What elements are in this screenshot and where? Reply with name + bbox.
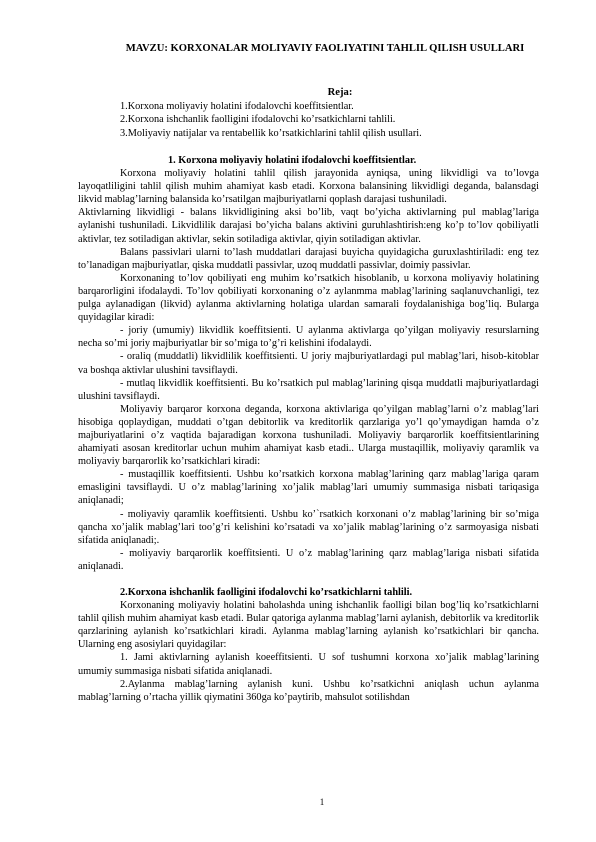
paragraph: Korxonaning moliyaviy holatini baholashda uning ishchanlik faolligi bilan bog’liq ko’rsatkichlarni tahlil qilish muhim ahamiyat kasb etadi. Bular qatoriga aylanma mablag’larni aylanish, debitorlik va kreditorlik qarzlarining aylanish ko’rsatkichlari kiradi. Aylanma mablag’larning aylanish ko’rsatkichlari bir qancha. Ularning eng asosiylari quyidagilar:	[78, 600, 539, 651]
list-item: - moliyaviy qaramlik koeffitsienti. Ushbu ko’`rsatkich korxonani o’z mablag’larining bir so’miga qancha xo’jalik mablag’lari too’g’ri kelishini ko’rsatadi va xo’jalik mablag’larining o’z sarmoyasiga nisbati sifatida aniqlanadi;.	[78, 508, 539, 546]
list-item: - mustaqillik koeffitsienti. Ushbu ko’rsatkich korxona mablag’larining qarz mablag’lariga qaram emasligini tavsiflaydi. U o’z mablag’larining xo’jalik mablag’lari umumiy summasiga nisbati tariqasiga aniqlanadi;	[78, 469, 539, 507]
paragraph: Korxonaning to’lov qobiliyati eng muhim ko’rsatkich hisoblanib, u korxona moliyaviy holatining barqarorligini ifodalaydi. To’lov qobiliyati korxonaning o’z aylanmma mablag’larining saqlanuvchanligi, tez pulga aylanadigan (likvid) aylanma aktivlarning holatiga ulardan samarali foydalanishiga bog’liq. Bularga quyidagilar kiradi:	[78, 272, 539, 324]
plan-heading: Reja:	[327, 87, 353, 98]
plan-list	[120, 100, 540, 140]
list-item: - moliyaviy barqarorlik koeffitsienti. U o’z mablag’larining qarz mablag’lariga nisbati sifatida aniqlanadi.	[78, 547, 539, 572]
section-heading: 2.Korxona ishchanlik faolligini ifodalovchi ko’rsatkichlarni tahlili.	[120, 587, 413, 598]
list-item: - mutlaq likvidlik koeffitsienti. Bu ko’rsatkich pul mablag’larining qisqa muddatli majburiyatlardagi ulushini tavsiflaydi.	[78, 377, 539, 402]
list-item: - oraliq (muddatli) likvidlilik koeffitsienti. U joriy majburiyatlardagi pul mablag’lari, hisob-kitoblar va boshqa aktivlar ulushini tavsiflaydi.	[78, 351, 539, 376]
plan-item: 1.Korxona moliyaviy holatini ifodalovchi koeffitsientlar.	[120, 101, 354, 112]
page-number: 1	[319, 797, 325, 807]
paragraph: Balans passivlari ularni to’lash muddatlari darajasi buyicha quyidagicha guruxlashtiriladi: eng tez to’lanadigan majburiyatlar, qiska muddatli passivlar, uzoq muddatli passivlar, doimiy passivlar.	[78, 246, 539, 271]
list-item: 1. Jami aktivlarning aylanish koeeffitsienti. U sof tushumni korxona xo’jalik mablag’larining umumiy summasiga nisbati sifatida aniqlanadi.	[78, 652, 539, 677]
paragraph: Moliyaviy barqaror korxona deganda, korxona aktivlariga qo’yilgan mablag’larni o’z mablag’lari hisobiga qoplaydigan, muddati o’tgan debitorlik va kreditorlik qarzlariga yo’l qo’ymaydigan hamda o’z majburiyatlarini o’z vaqtida bajaradigan korxona tushuniladi. Moliyaviy barqarorlik koeffitsientlarining ahamiyati asosan kreditorlar uchun muhim ahamiyat kasb etadi.. Ularga mustaqillik, moliyaviy qaramlik va moliyaviy barqarorlik ko’rsatkichlari kiradi:	[78, 403, 539, 468]
plan-item: 2.Korxona ishchanlik faolligini ifodalovchi ko’rsatkichlarni tahlili.	[120, 114, 396, 126]
document-body	[78, 154, 539, 704]
plan-item: 3.Moliyaviy natijalar va rentabellik ko’rsatkichlarini tahlil qilish usullari.	[120, 127, 422, 139]
paragraph: Aktivlarning likvidligi - balans likvidligining aksi bo’lib, vaqt bo’yicha aktivlarning pul mablag’lariga aylanishi tushuniladi. Likvidlilik darajasi bo’yicha balans aktivini guruhlashtirish:eng ko’p to’lov qobiliyatli aktivlar, tez sotiladigan aktivlar, sekin sotiladiga aktivlar, qiyin sotiladigan aktivlar.	[78, 207, 539, 245]
list-item: - joriy (umumiy) likvidlik koeffitsienti. U aylanma aktivlarga qo’yilgan moliyaviy resurslarning necha so’mi joriy majburiyatlar bir so’miga to’g’ri kelishini ifodalaydi.	[78, 325, 539, 350]
section-heading: 1. Korxona moliyaviy holatini ifodalovchi koeffitsientlar.	[168, 155, 417, 166]
list-item: 2.Aylanma mablag’larning aylanish kuni. Ushbu ko’rsatkichni aniqlash uchun aylanma mablag’larning o’rtacha yillik qiymatini 360ga ko’paytirib, mahsulot sotilishdan	[78, 678, 539, 703]
page-title: MAVZU: KORXONALAR MOLIYAVIY FAOLIYATINI TAHLIL QILISH USULLARI	[125, 43, 525, 54]
paragraph: Korxona moliyaviy holatini tahlil qilish jarayonida ayniqsa, uning likvidligi va to’lovga layoqatliligini tahlil qilish muhim ahamiyat kasb etadi. Korxona balansining likvidligi deganda, balansdagi likvid mablag’larning balansida ko’rsatilgan majburiyatlarni qoplash darajasi tushuniladi.	[78, 168, 539, 206]
